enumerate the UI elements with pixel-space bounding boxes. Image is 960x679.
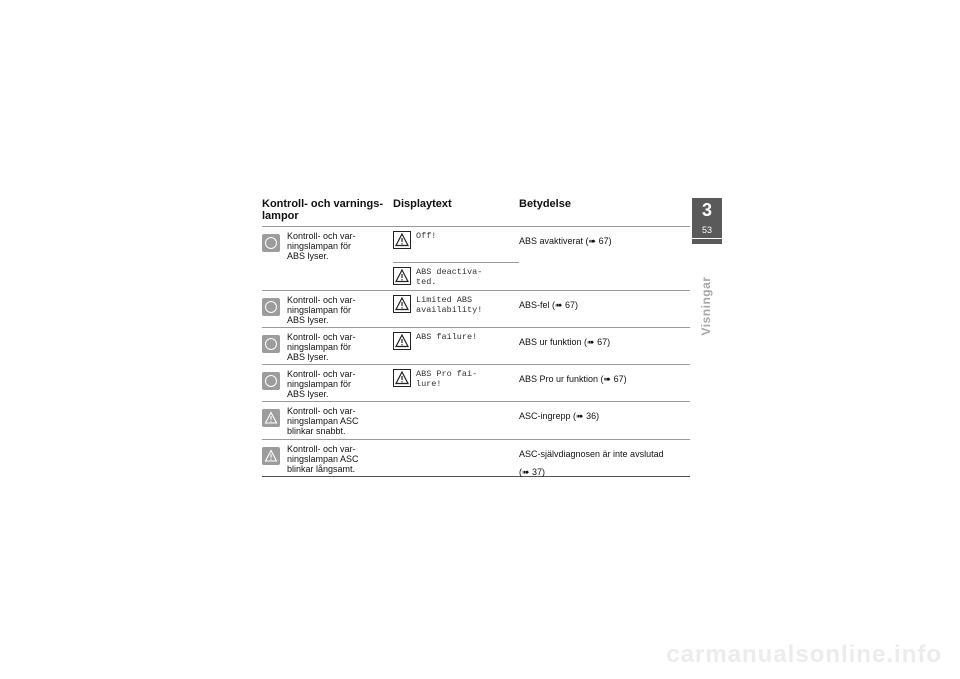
- display-text: ABS Pro fai- lure!: [416, 369, 478, 389]
- meaning-cell: [519, 295, 689, 313]
- table-row: [262, 327, 690, 364]
- meaning-text: ABS avaktiverat (➠ 67): [519, 236, 612, 246]
- asc-triangle-icon: [262, 409, 280, 427]
- chapter-number: 3: [701, 200, 712, 220]
- meaning-cell: [519, 406, 689, 424]
- header-meaning: Betydelse: [519, 198, 571, 210]
- chapter-tab-divider: [692, 238, 722, 239]
- table-row: [262, 290, 690, 327]
- table-row: [262, 401, 690, 439]
- lamp-text: Kontroll- och var- ningslampan för ABS lyser.: [287, 369, 356, 399]
- table-row: [262, 226, 690, 263]
- meaning-cell: [519, 444, 689, 480]
- lamp-text: Kontroll- och var- ningslampan för ABS lyser.: [287, 295, 356, 325]
- abs-icon: [262, 372, 280, 390]
- meaning-text: ABS-fel (➠ 67): [519, 300, 579, 310]
- abs-icon: [262, 234, 280, 252]
- lamp-text: Kontroll- och var- ningslampan ASC blinkar långsamt.: [287, 444, 359, 474]
- asc-triangle-icon: [262, 447, 280, 465]
- watermark-text: carmanualsonline.info: [666, 641, 942, 668]
- lamp-text: Kontroll- och var- ningslampan för ABS lyser.: [287, 231, 356, 261]
- table-row: [262, 364, 690, 401]
- display-text: Off!: [416, 231, 437, 241]
- meaning-text: ABS Pro ur funktion (➠ 67): [519, 374, 627, 384]
- meaning-cell: [519, 369, 689, 387]
- warning-triangle-icon: [393, 231, 411, 249]
- meaning-text: ASC-ingrepp (➠ 36): [519, 411, 600, 421]
- warning-triangle-icon: [393, 267, 411, 285]
- display-text: ABS deactiva- ted.: [416, 267, 483, 287]
- lamp-text: Kontroll- och var- ningslampan ASC blinkar snabbt.: [287, 406, 359, 436]
- chapter-label: Visningar: [699, 276, 713, 336]
- meaning-cell: [519, 231, 689, 249]
- abs-icon: [262, 335, 280, 353]
- header-lamps: Kontroll- och varnings- lampor: [262, 198, 383, 222]
- indicator-table: [262, 198, 690, 477]
- table-row: [262, 263, 690, 290]
- display-text: ABS failure!: [416, 332, 478, 342]
- meaning-text: ASC-självdiagnosen är inte avslutad (➠ 37): [519, 449, 664, 477]
- table-row: [262, 439, 690, 476]
- page-number: 53: [701, 225, 712, 235]
- abs-icon: [262, 298, 280, 316]
- warning-triangle-icon: [393, 332, 411, 350]
- meaning-cell: [519, 332, 689, 350]
- warning-triangle-icon: [393, 369, 411, 387]
- display-text: Limited ABS availability!: [416, 295, 483, 315]
- lamp-text: Kontroll- och var- ningslampan för ABS lyser.: [287, 332, 356, 362]
- header-display-text: Displaytext: [393, 198, 452, 210]
- table-header: [262, 198, 690, 226]
- warning-triangle-icon: [393, 295, 411, 313]
- meaning-text: ABS ur funktion (➠ 67): [519, 337, 611, 347]
